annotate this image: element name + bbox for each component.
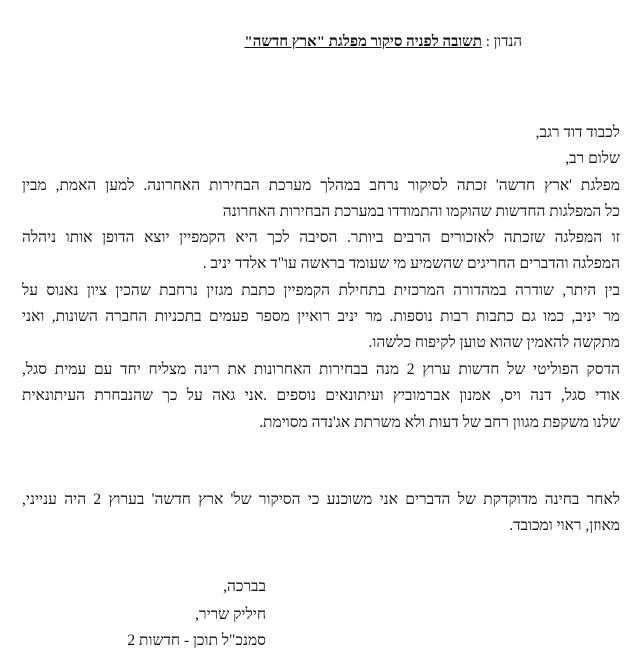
signature-title: סמנכ"ל תוכן - חדשות 2 [127, 632, 266, 649]
paragraph2-line: מתקשה להאמין שהוא טוען לקיפוח כלשהו. [368, 334, 620, 351]
paragraph3-line: אודי סגל, דנה ויס, אמנון אברמוביץ ועיתונאים נוספים .אני גאה על כך שהנבחרת העיתונאית [22, 387, 620, 404]
paragraph3-line: הדסק הפוליטי של חדשות ערוץ 2 מנה בבחירות האחרונות את רינה מצליח יחד עם עמית סגל, [22, 361, 620, 378]
paragraph1-line: כל המפלגות החדשות שהוקמו והתמודדו במערכת הבחירות האחרונה [222, 203, 620, 220]
paragraph1-line: מפלגת 'ארץ חדשה' זכתה לסיקור נרחב במהלך מערכת הבחירות האחרונה. למען האמת, מבין [22, 177, 620, 194]
signature-closing: בברכה, [223, 578, 266, 595]
paragraph4-line: מאוזן, ראוי ומכובד. [509, 517, 620, 534]
subject-text: תשובה לפניה סיקור מפלגת "ארץ חדשה" [244, 34, 482, 50]
paragraph2-line: בין היתר, שודרה במהדורה המרכזית בתחילת הקמפיין כתבת מגזין נרחבת שהכין ציון נאנוס על [22, 282, 620, 299]
greeting-to: לכבוד דוד רגב, [535, 124, 620, 141]
paragraph1-line: זו המפלגה שזכתה לאזכורים הרבים ביותר. הסיבה לכך היא הקמפיין יוצא הדופן אותו ניהלה [22, 229, 620, 246]
paragraph3-line: שלנו משקפת מגוון רחב של דעות ולא משרתת אג'נדה מסוימת. [259, 414, 620, 431]
greeting-hello: שלום רב, [565, 150, 620, 167]
paragraph4-line: לאחר בחינה מדוקדקת של הדברים אני משוכנע כי הסיקור של' ארץ חדשה' בערוץ 2 היה ענייני, [22, 491, 620, 508]
subject-line [244, 34, 522, 51]
signature-name: חיליק שריר, [195, 606, 266, 623]
subject-label: הנדון : [485, 34, 522, 50]
paragraph2-line: מר יניב, כמו גם כתבות רבות נוספות. מר יניב רואיין מספר פעמים בתכניות החברה השונות, ואני [22, 308, 620, 325]
paragraph1-line: המפלגה והדברים החריגים שהשמיע מי שעומד בראשה עו"ד אלדד יניב . [202, 255, 620, 272]
